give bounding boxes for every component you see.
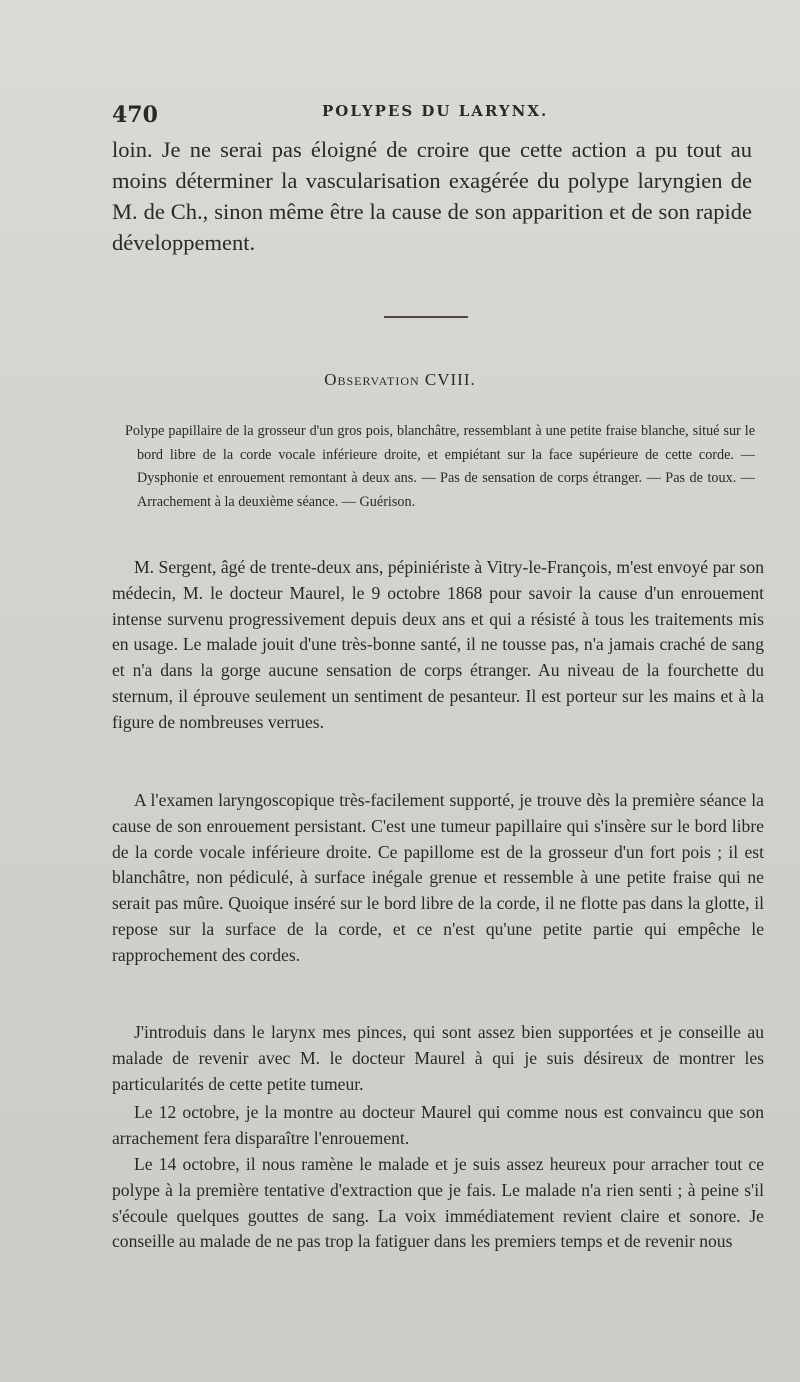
- body-paragraph-2: A l'examen laryngoscopique très-facilement supporté, je trouve dès la première séance la cause de son enrouement persistant. C'est une tumeur papillaire qui s'insère sur le bord libre de la corde vocale inférieure droite. Ce papillome est de la grosseur d'un fort pois ; il est blanchâtre, non pédiculé, à surface inégale grenue et ressemble à une petite fraise qui ne serait pas mûre. Quoique inséré sur le bord libre de la corde, il ne flotte pas dans la glotte, il repose sur la surface de la corde, et ce n'est qu'une petite partie qui empêche le rapprochement des cordes.: [112, 790, 764, 965]
- body-paragraph-4: Le 12 octobre, je la montre au docteur Maurel qui comme nous est convaincu que son arrachement fera disparaître l'enrouement.: [112, 1102, 764, 1148]
- section-separator: [384, 316, 468, 318]
- opening-paragraph: loin. Je ne serai pas éloigné de croire que cette action a pu tout au moins déterminer la vascularisation exagérée du polype laryngien de M. de Ch., sinon même être la cause de son apparition et de son rapide développement.: [112, 137, 752, 255]
- body-paragraph-3: J'introduis dans le larynx mes pinces, qui sont assez bien supportées et je conseille au malade de revenir avec M. le docteur Maurel à qui je suis désireux de montrer les particularités de cette petite tumeur.: [112, 1022, 764, 1094]
- body-paragraph-1: M. Sergent, âgé de trente-deux ans, pépiniériste à Vitry-le-François, m'est envoyé par son médecin, M. le docteur Maurel, le 9 octobre 1868 pour savoir la cause d'un enrouement intense survenu progressivement depuis deux ans et qui a résisté à tous les traitements mis en usage. Le malade jouit d'une très-bonne santé, il ne tousse pas, n'a jamais craché de sang et n'a dans la gorge aucune sensation de corps étranger. Au niveau de la fourchette du sternum, il éprouve seulement un sentiment de pesanteur. Il est porteur sur les mains et à la figure de nombreuses verrues.: [112, 557, 764, 732]
- page-number: 470: [112, 102, 158, 128]
- observation-summary: Polype papillaire de la grosseur d'un gros pois, blanchâtre, ressemblant à une petite fraise blanche, situé sur le bord libre de la corde vocale inférieure droite, et empiétant sur la face supérieure de cette corde. — Dysphonie et enrouement remontant à deux ans. — Pas de sensation de corps étranger. — Pas de toux. — Arrachement à la deuxième séance. — Guérison.: [125, 423, 755, 510]
- page-header: [112, 98, 752, 128]
- running-head: POLYPES DU LARYNX.: [322, 102, 549, 120]
- body-paragraph-5: Le 14 octobre, il nous ramène le malade et je suis assez heureux pour arracher tout ce polype à la première tentative d'extraction que je fais. Le malade n'a rien senti ; à peine s'il s'écoule quelques gouttes de sang. La voix immédiatement revient claire et sonore. Je conseille au malade de ne pas trop la fatiguer dans les premiers temps et de revenir nous: [112, 1154, 764, 1252]
- observation-title: Observation CVIII.: [324, 370, 476, 389]
